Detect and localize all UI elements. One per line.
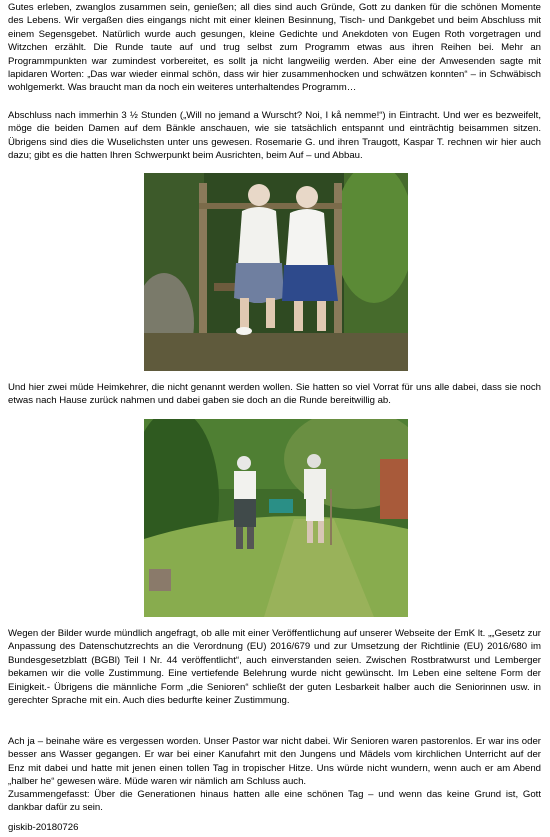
paragraph-homecomers: Und hier zwei müde Heimkehrer, die nicht genannt werden wollen. Sie hatten so viel Vorrat für uns alle dabei, dass sie noch etwas nach Hause zurück nahmen und dabei gaben sie doch an die Runde bereitwillig ab. (8, 382, 541, 407)
signature: giskib-20180726 (8, 822, 79, 833)
paragraph-intro: Gutes erleben, zwanglos zusammen sein, genießen; all dies sind auch Gründe, Gott zu danken für die schönen Momente des Lebens. Wir vergaßen dies eingangs nicht mit einer kleinen Besinnung, Tisch- und Dankgebet und beim Abschluss mit einem Segensgebet. Natürlich wurde auch gesungen, kleine Gedichte und Anekdoten von Eugen Roth vorgetragen und Witzchen erzählt. Die Runde taute auf und trug selbst zum Programm etwas aus ihren Reihen bei. Mehr an Programmpunkten war zumindest vorbereitet, es sollt ja nicht langweilig werden. Aber eine der Anwesenden sagte mit lapidaren Worten: „Das war wieder einmal schön, dass wir hier zusammenhocken und schwätzen konnten“ – in Schwäbisch wohlgemerkt. Was braucht man da noch ein weiteres unterhaltendes Programm… (8, 2, 541, 94)
paragraph-data-protection: Wegen der Bilder wurde mündlich angefragt, ob alle mit einer Veröffentlichung auf unserer Webseite der EmK lt. „„Gesetz zur Anpassung des Datenschutzrechts an die Verordnung (EU) 2016/679 und zur Umsetzung der Richtlinie (EU) 2016/680 im Bundesgesetzblatt (BGBl) Teil I Nr. 44 veröffentlicht“, auch einverstanden seien. Zwischen Rostbratwurst und Lemberger bekamen wir die volle Zustimmung. Eine vertiefende Belehrung wurde nicht gewünscht. Im Leben eine seltene Form der Einigkeit.- Übrigens die männliche Form „die Senioren“ schließt der guten Lesbarkeit halber auch die Seniorinnen usw. in gerechter Sprache mit ein. Auch dies bedurfte keiner Zustimmung. (8, 628, 541, 707)
paragraph-pastor: Ach ja – beinahe wäre es vergessen worden. Unser Pastor war nicht dabei. Wir Senioren waren pastorenlos. Er war ins oder besser ans Wasser gegangen. Er war bei einer Kanufahrt mit den Jungens und Mädels vom kirchlichen Unterricht auf der Enz mit dabei und hatte mit jenen einen tollen Tag in tropischer Hitze. Uns würde nicht wundern, wenn auch er am Abend „halber he“ gewesen wäre. Müde waren wir nämlich am Schluss auch. (8, 736, 541, 788)
photo-two-people-walking (144, 419, 408, 617)
photo-two-ladies-on-bench (144, 173, 408, 371)
paragraph-summary: Zusammengefasst: Über die Generationen hinaus hatten alle eine schönen Tag – und wenn das keine Grund ist, Gott dankbar dafür zu sein. (8, 789, 541, 814)
paragraph-closing-bench: Abschluss nach immerhin 3 ½ Stunden („Will no jemand a Wurscht? Noi, I kå nemme!“) in Eintracht. Und wer es bezweifelt, möge die beiden Damen auf dem Bänkle anschauen, wie sie tatsächlich entspannt und einträchtig beisammen sitzen. Übrigens sind dies die Wuselichsten unter uns gewesen. Rosemarie G. und ihren Traugott, Kaspar T. rechnen wir hier auch dazu; gibt es die hatten Ihren Schwerpunkt beim Ausrichten, beim Auf – und Abbau. (8, 110, 541, 162)
